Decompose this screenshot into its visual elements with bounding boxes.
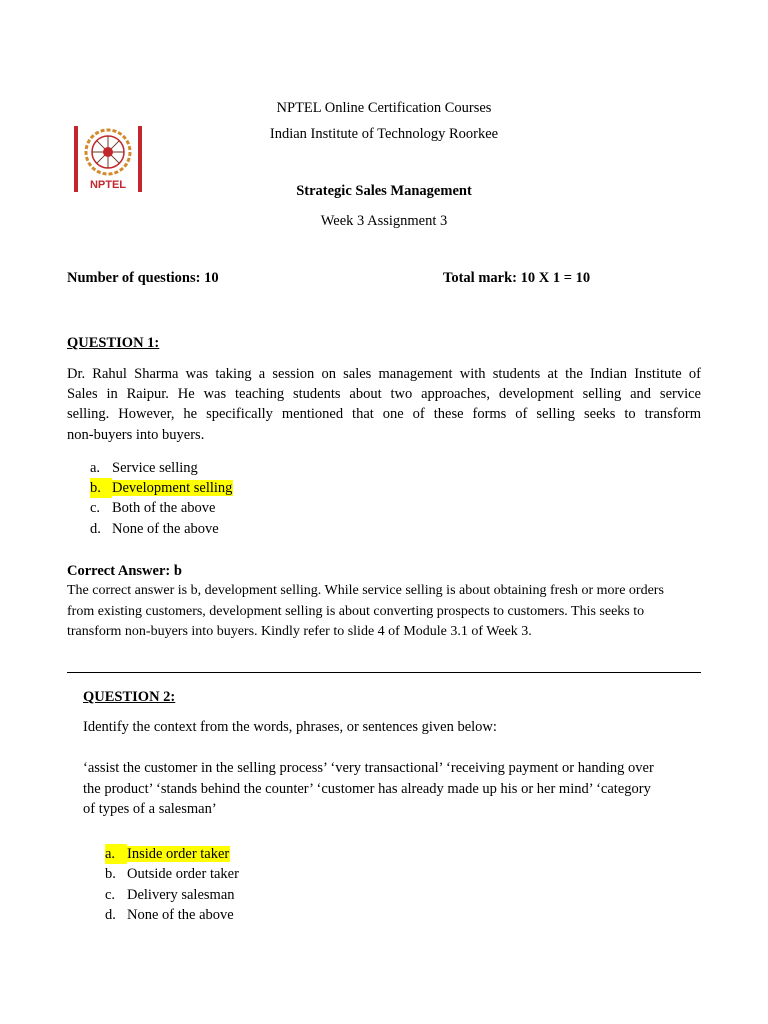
course-title: Strategic Sales Management (296, 183, 472, 199)
option-label: a. (90, 460, 101, 476)
option-text: Service selling (112, 460, 198, 476)
number-of-questions (67, 268, 219, 288)
question-2-option-d (105, 905, 234, 925)
question-2-heading: QUESTION 2: (83, 689, 176, 705)
number-of-questions-value: : 10 (195, 270, 219, 286)
question-1-correct-answer: Correct Answer: b (67, 563, 182, 579)
question-2-option-b (105, 864, 239, 884)
number-of-questions-label: Number of questions (67, 270, 196, 286)
question-1-option-b (90, 478, 233, 498)
question-1-explanation-line: from existing customers, development selling is about converting prospects to customers. This seeks to (67, 604, 645, 619)
option-label: b. (90, 478, 112, 498)
logo-text: NPTEL (89, 179, 127, 191)
option-label: c. (105, 887, 116, 903)
question-2-quote-line: the product’ ‘stands behind the counter’ ‘customer has already made up his or her mind’ ‘category (83, 781, 651, 797)
question-1-option-d (90, 519, 219, 539)
option-text-highlighted: Inside order taker (127, 846, 230, 862)
question-2-prompt: Identify the context from the words, phrases, or sentences given below: (83, 719, 497, 735)
option-label: b. (105, 866, 116, 882)
option-text-highlighted: Development selling (112, 480, 233, 496)
header-line-2: Indian Institute of Technology Roorkee (269, 126, 499, 142)
question-1-text-line: selling. However, he specifically mentioned that one of these forms of selling seeks to transform (67, 406, 701, 422)
assignment-title: Week 3 Assignment 3 (320, 213, 448, 229)
option-text: Outside order taker (127, 866, 239, 882)
question-2-quote-line: of types of a salesman’ (83, 801, 217, 817)
section-divider (67, 672, 701, 673)
question-2-quote-line: ‘assist the customer in the selling process’ ‘very transactional’ ‘receiving payment or handing over (83, 760, 654, 776)
question-1-text-line: Dr. Rahul Sharma was taking a session on sales management with students at the Indian Institute of (67, 366, 701, 382)
option-text: None of the above (112, 521, 219, 537)
question-1-explanation-line: The correct answer is b, development selling. While service selling is about obtaining fresh or more orders (67, 583, 664, 598)
question-1-text-line: Sales in Raipur. He was teaching students about two approaches, development selling and service (67, 386, 701, 402)
question-2-option-a (105, 844, 230, 864)
option-label: c. (90, 500, 101, 516)
question-1-heading: QUESTION 1: (67, 335, 160, 351)
option-text: Delivery salesman (127, 887, 235, 903)
question-1-option-a (90, 458, 198, 478)
total-mark: Total mark: 10 X 1 = 10 (443, 270, 591, 286)
option-label: d. (105, 907, 116, 923)
option-label: a. (105, 844, 127, 864)
header-line-1: NPTEL Online Certification Courses (276, 100, 492, 116)
question-2-option-c (105, 885, 235, 905)
question-1-option-c (90, 498, 216, 518)
option-label: d. (90, 521, 101, 537)
question-1-text-line: non-buyers into buyers. (67, 427, 205, 443)
option-text: None of the above (127, 907, 234, 923)
question-1-explanation-line: transform non-buyers into buyers. Kindly refer to slide 4 of Module 3.1 of Week 3. (67, 624, 532, 639)
option-text: Both of the above (112, 500, 216, 516)
